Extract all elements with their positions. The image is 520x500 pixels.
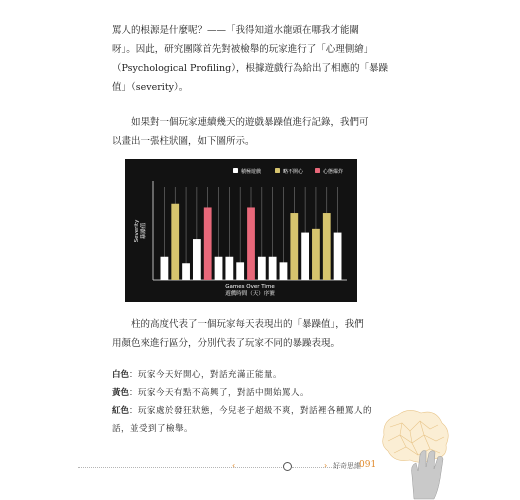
color-legend-list [112, 366, 412, 438]
chart-svg [125, 159, 357, 302]
bar-white-7 [225, 257, 233, 280]
brain-hand-illustration-icon [376, 405, 456, 500]
paragraph-1-line-3: （Psychological Profiling），根據遊戲行為給出了相應的「暴躁 [112, 63, 388, 74]
color-desc-yellow: ：玩家今天有點不高興了，對話中開始罵人。 [129, 388, 310, 398]
legend-swatch-1 [233, 168, 238, 173]
legend-label-1: 積極遊戲 [241, 168, 262, 175]
paragraph-2-line-1: 如果對一個玩家連續幾天的遊戲暴躁值進行記錄，我們可 [131, 117, 369, 128]
color-desc-red-continuation: 話，並受到了檢舉。 [112, 424, 194, 434]
bar-white-11 [269, 257, 277, 280]
x-axis-label-zh: 遊戲時間（天）序號 [225, 291, 275, 297]
bar-yellow-15 [312, 229, 320, 280]
bar-white-10 [258, 257, 266, 280]
bar-yellow-16 [323, 213, 331, 280]
footer-book-label: 好奇思維 [333, 462, 361, 470]
paragraph-1-line-4: 值」（severity）。 [112, 82, 189, 93]
y-axis-label-en: Severity [134, 219, 140, 243]
chart-legend [233, 168, 343, 175]
footer-divider-left [78, 467, 286, 468]
legend-label-3: 心態爆炸 [323, 168, 344, 175]
paragraph-1-line-2: 呀」。因此，研究團隊首先對被檢舉的玩家進行了「心理側繪」 [112, 44, 374, 55]
bar-white-3 [182, 263, 190, 280]
chevron-left-icon: ‹ [232, 461, 236, 470]
chart-bars [161, 204, 342, 280]
bar-white-17 [334, 233, 342, 280]
color-item-yellow [112, 384, 412, 402]
paragraph-3 [112, 315, 412, 353]
x-axis-label-en: Games Over Time [225, 284, 275, 290]
bar-white-8 [236, 262, 244, 280]
chevron-right-icon: › [324, 461, 328, 470]
color-term-white: 白色 [112, 370, 130, 380]
color-item-red-continuation [112, 420, 412, 438]
bar-red-5 [204, 207, 212, 280]
bar-white-6 [215, 257, 223, 280]
paragraph-3-line-1: 柱的高度代表了一個玩家每天表現出的「暴躁值」，我們 [131, 319, 364, 330]
color-term-red: 紅色 [112, 406, 130, 416]
severity-bar-chart [125, 159, 357, 302]
paragraph-1-line-1: 罵人的根源是什麼呢？——「我得知道水龍頭在哪我才能關 [112, 25, 360, 36]
y-axis-label-zh: 暴躁值 [141, 222, 147, 240]
paragraph-2 [112, 113, 412, 151]
bar-white-14 [301, 233, 309, 280]
bar-white-1 [161, 257, 169, 280]
color-desc-white: ：玩家今天好開心，對話充滿正能量。 [129, 370, 283, 380]
page-number: 091 [359, 460, 377, 470]
color-desc-red: ：玩家處於發狂狀態，今兒老子超級不爽，對話裡各種罵人的 [129, 406, 373, 416]
bar-yellow-2 [171, 204, 179, 280]
bar-white-4 [193, 239, 201, 280]
paragraph-3-line-2: 用顏色來進行區分，分別代表了玩家不同的暴躁表現。 [112, 338, 341, 349]
paragraph-1 [112, 21, 412, 97]
color-item-red [112, 402, 412, 420]
legend-swatch-2 [275, 168, 280, 173]
color-item-white [112, 366, 412, 384]
legend-swatch-3 [315, 168, 320, 173]
paragraph-2-line-2: 以畫出一張柱狀圖，如下圖所示。 [112, 136, 255, 147]
bar-red-9 [247, 207, 255, 280]
bar-white-12 [280, 262, 288, 280]
legend-label-2: 略不開心 [283, 168, 304, 175]
bar-yellow-13 [290, 213, 298, 280]
color-term-yellow: 黃色 [112, 388, 130, 398]
footer-circle-icon [283, 462, 292, 471]
